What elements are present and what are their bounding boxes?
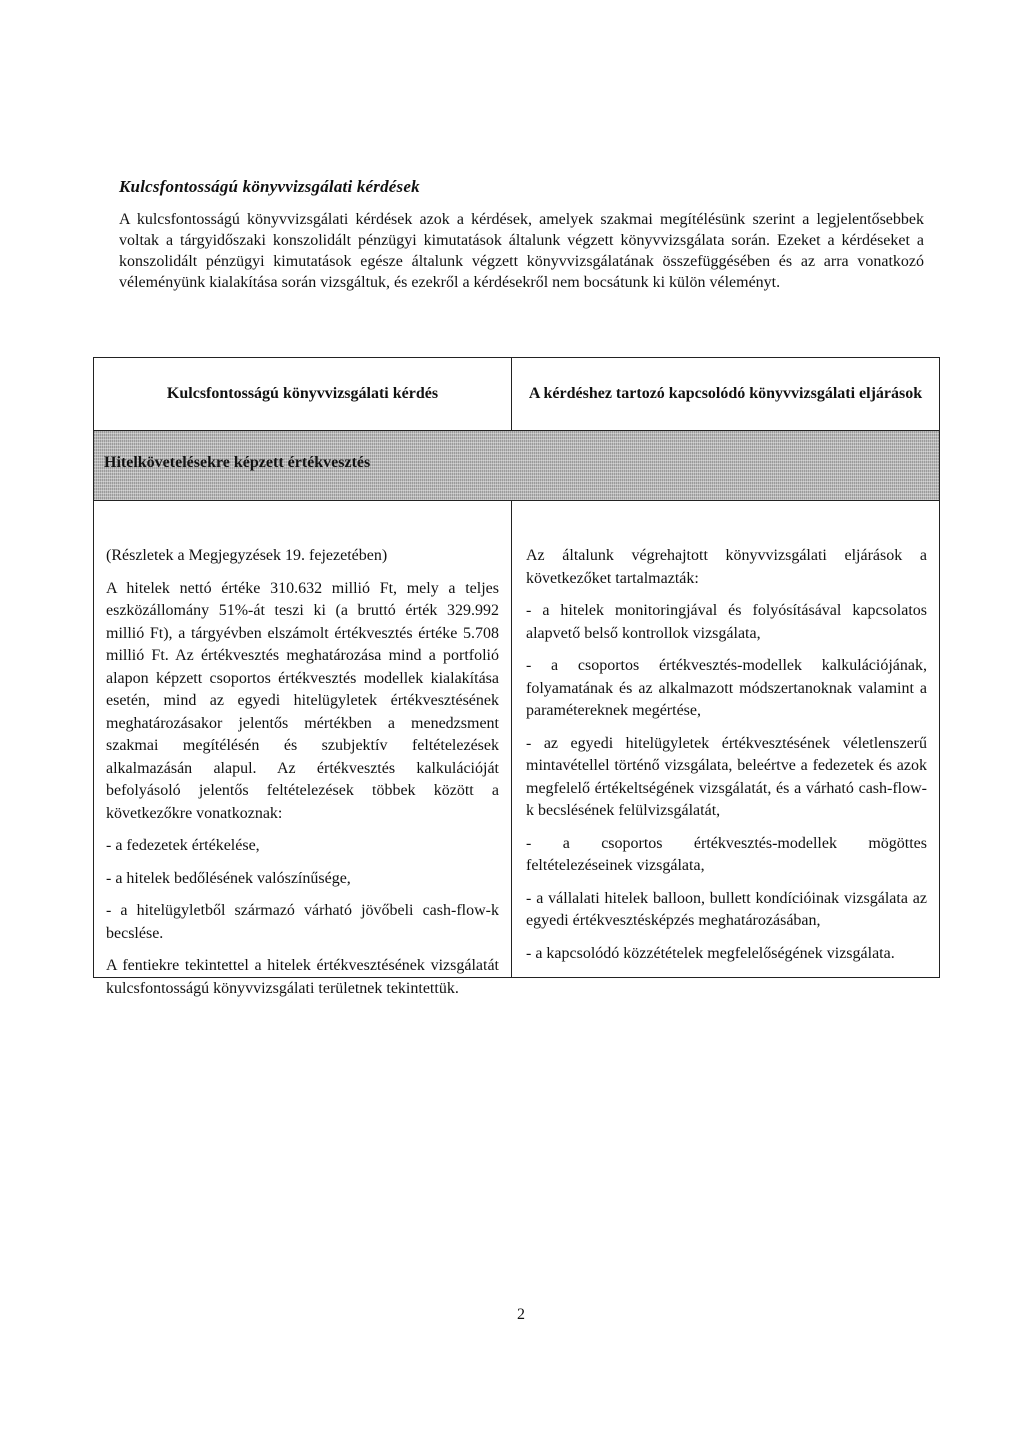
matter-description-column: [94, 501, 512, 997]
matter-reference: (Részletek a Megjegyzések 19. fejezetében): [106, 547, 388, 564]
assumption-item: - a hitelek bedőlésének valószínűsége,: [106, 869, 351, 887]
matter-title: Hitelkövetelésekre képzett értékvesztés: [104, 454, 371, 471]
header-audit-procedures: A kérdéshez tartozó kapcsolódó könyvvizsgálati eljárások: [528, 385, 923, 402]
procedures-intro: Az általunk végrehajtott könyvvizsgálati eljárások a következőket tartalmazták:: [526, 547, 927, 587]
table-header-row: [94, 358, 939, 431]
key-audit-matters-table: [93, 357, 940, 997]
procedure-item: - a vállalati hitelek balloon, bullett kondícióinak vizsgálata az egyedi értékvesztésképzés meghatározásában,: [526, 889, 927, 929]
matter-conclusion: A fentiekre tekintettel a hitelek értékvesztésének vizsgálatát kulcsfontosságú könyvvizsgálati területnek tekintettük.: [106, 957, 499, 997]
header-key-audit-matter: Kulcsfontosságú könyvvizsgálati kérdés: [94, 358, 512, 430]
procedure-item: - a kapcsolódó közzétételek megfelelőségének vizsgálata.: [526, 944, 895, 962]
intro-paragraph: A kulcsfontosságú könyvvizsgálati kérdések azok a kérdések, amelyek szakmai megítélésünk szerint a legjelentősebbek voltak a tárgyidőszaki konszolidált pénzügyi kimutatások általunk végzett könyvvizsgálata során. Ezeket a kérdéseket a konszolidált pénzügyi kimutatások egésze általunk végzett könyvvizsgálatának összefüggésében és az arra vonatkozó véleményünk kialakítása során vizsgáltuk, és ezekről a kérdésekről nem bocsátunk ki külön véleményt.: [119, 211, 924, 291]
audit-procedures-column: [512, 501, 939, 977]
table-body-row: [94, 501, 939, 997]
matter-title-band: [94, 431, 939, 501]
matter-description: A hitelek nettó értéke 310.632 millió Ft, mely a teljes eszközállomány 51%-át teszi ki (a bruttó érték 329.992 millió Ft), a tárgyévben elszámolt értékvesztés értéke 5.708 millió Ft. Az értékvesztés meghatározása mind a portfolió alapon képzett csoportos értékvesztés modellek kialakítása esetén, mind az egyedi hitelügyletek értékvesztésének meghatározásakor jelentős mértékben a menedzsment szakmai megítélésén és szubjektív feltételezések alkalmazásán alapul. Az értékvesztés kalkulációját befolyásoló jelentős feltételezések többek között a következőkre vonatkoznak:: [106, 579, 499, 822]
procedure-item: - a csoportos értékvesztés-modellek kalkulációjának, folyamatának és az alkalmazott módszertanoknak valamint a paramétereknek megértése,: [526, 657, 927, 719]
procedure-item: - a hitelek monitoringjával és folyósításával kapcsolatos alapvető belső kontrollok vizsgálata,: [526, 602, 927, 642]
section-heading: Kulcsfontosságú könyvvizsgálati kérdések: [119, 177, 420, 196]
procedure-item: - az egyedi hitelügyletek értékvesztésének véletlenszerű mintavétellel történő vizsgálata, beleértve a fedezetek és azok megfelelő értékeltségének vizsgálatát, és a várható cash-flow-k becslésének felülvizsgálatát,: [526, 734, 927, 819]
assumption-item: - a hitelügyletből származó várható jövőbeli cash-flow-k becslése.: [106, 902, 499, 942]
assumption-item: - a fedezetek értékelése,: [106, 837, 260, 854]
procedure-item: - a csoportos értékvesztés-modellek mögöttes feltételezéseinek vizsgálata,: [526, 834, 927, 874]
page-number: 2: [517, 1306, 525, 1323]
